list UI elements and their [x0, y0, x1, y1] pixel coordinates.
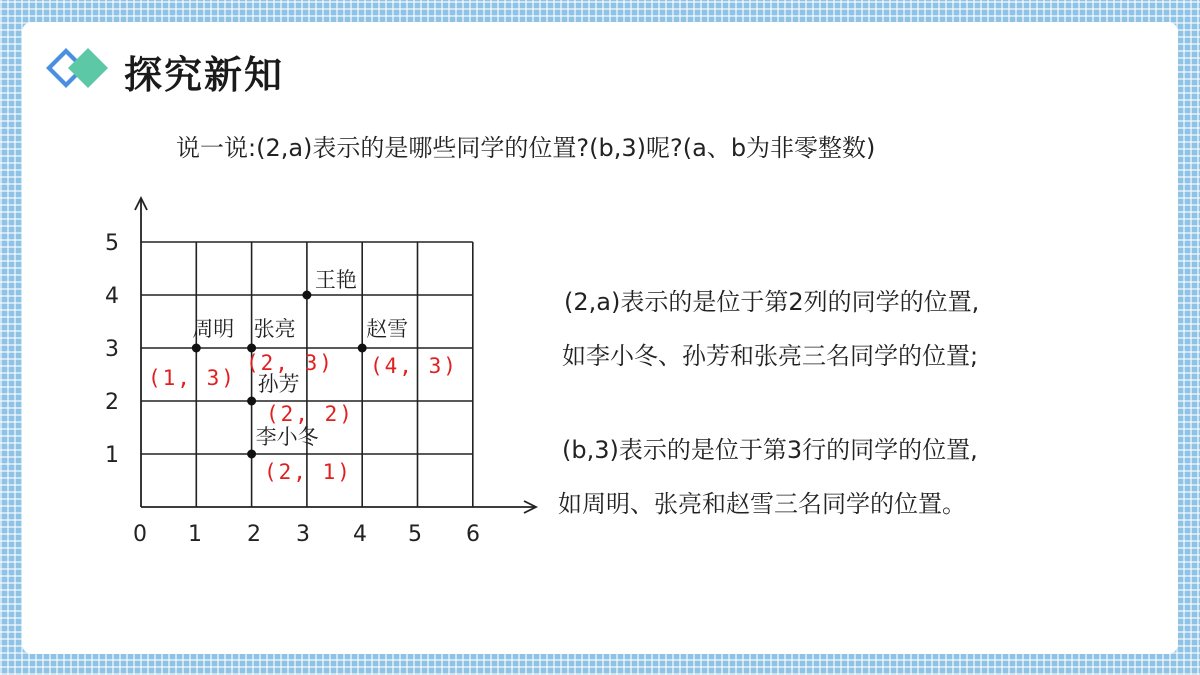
- page-title: 探究新知: [124, 53, 285, 97]
- student-point: [192, 344, 201, 353]
- student-name-label: 王艳: [314, 268, 357, 292]
- x-tick-label: 3: [296, 522, 310, 547]
- x-tick-label: 2: [247, 522, 261, 547]
- question-text: 说一说:(2,a)表示的是哪些同学的位置?(b,3)呢?(a、b为非零整数): [176, 134, 876, 162]
- student-name-label: 李小冬: [255, 425, 319, 449]
- student-coordinate-label: (4, 3): [370, 354, 458, 378]
- student-coordinate-label: (1, 3): [148, 366, 236, 390]
- student-point: [358, 344, 367, 353]
- student-coordinate-label: (2, 2): [266, 402, 354, 426]
- student-point: [302, 291, 311, 300]
- student-coordinate-label: (2, 1): [264, 460, 352, 484]
- x-tick-label: 4: [353, 522, 367, 547]
- student-point: [247, 397, 256, 406]
- student-name-label: 孙芳: [257, 372, 300, 396]
- y-tick-label: 2: [105, 390, 119, 415]
- x-tick-label: 6: [466, 522, 480, 547]
- x-tick-label: 5: [408, 522, 422, 547]
- student-name-label: 张亮: [253, 317, 296, 341]
- explanation-line-4: 如周明、张亮和赵雪三名同学的位置。: [558, 490, 966, 518]
- y-tick-label: 5: [105, 231, 119, 256]
- explanation-line-2: 如李小冬、孙芳和张亮三名同学的位置;: [562, 342, 979, 370]
- student-point: [247, 450, 256, 459]
- student-name-label: 赵雪: [366, 317, 409, 341]
- student-name-label: 周明: [192, 317, 235, 341]
- explanation-line-3: (b,3)表示的是位于第3行的同学的位置,: [562, 436, 978, 464]
- explanation-line-1: (2,a)表示的是位于第2列的同学的位置,: [564, 288, 980, 316]
- y-tick-label: 1: [105, 443, 119, 468]
- y-tick-label: 3: [105, 337, 119, 362]
- y-tick-label: 4: [105, 284, 119, 309]
- student-coordinate-label: (2, 3): [246, 351, 334, 375]
- x-tick-label: 1: [188, 522, 202, 547]
- x-tick-label: 0: [133, 522, 147, 547]
